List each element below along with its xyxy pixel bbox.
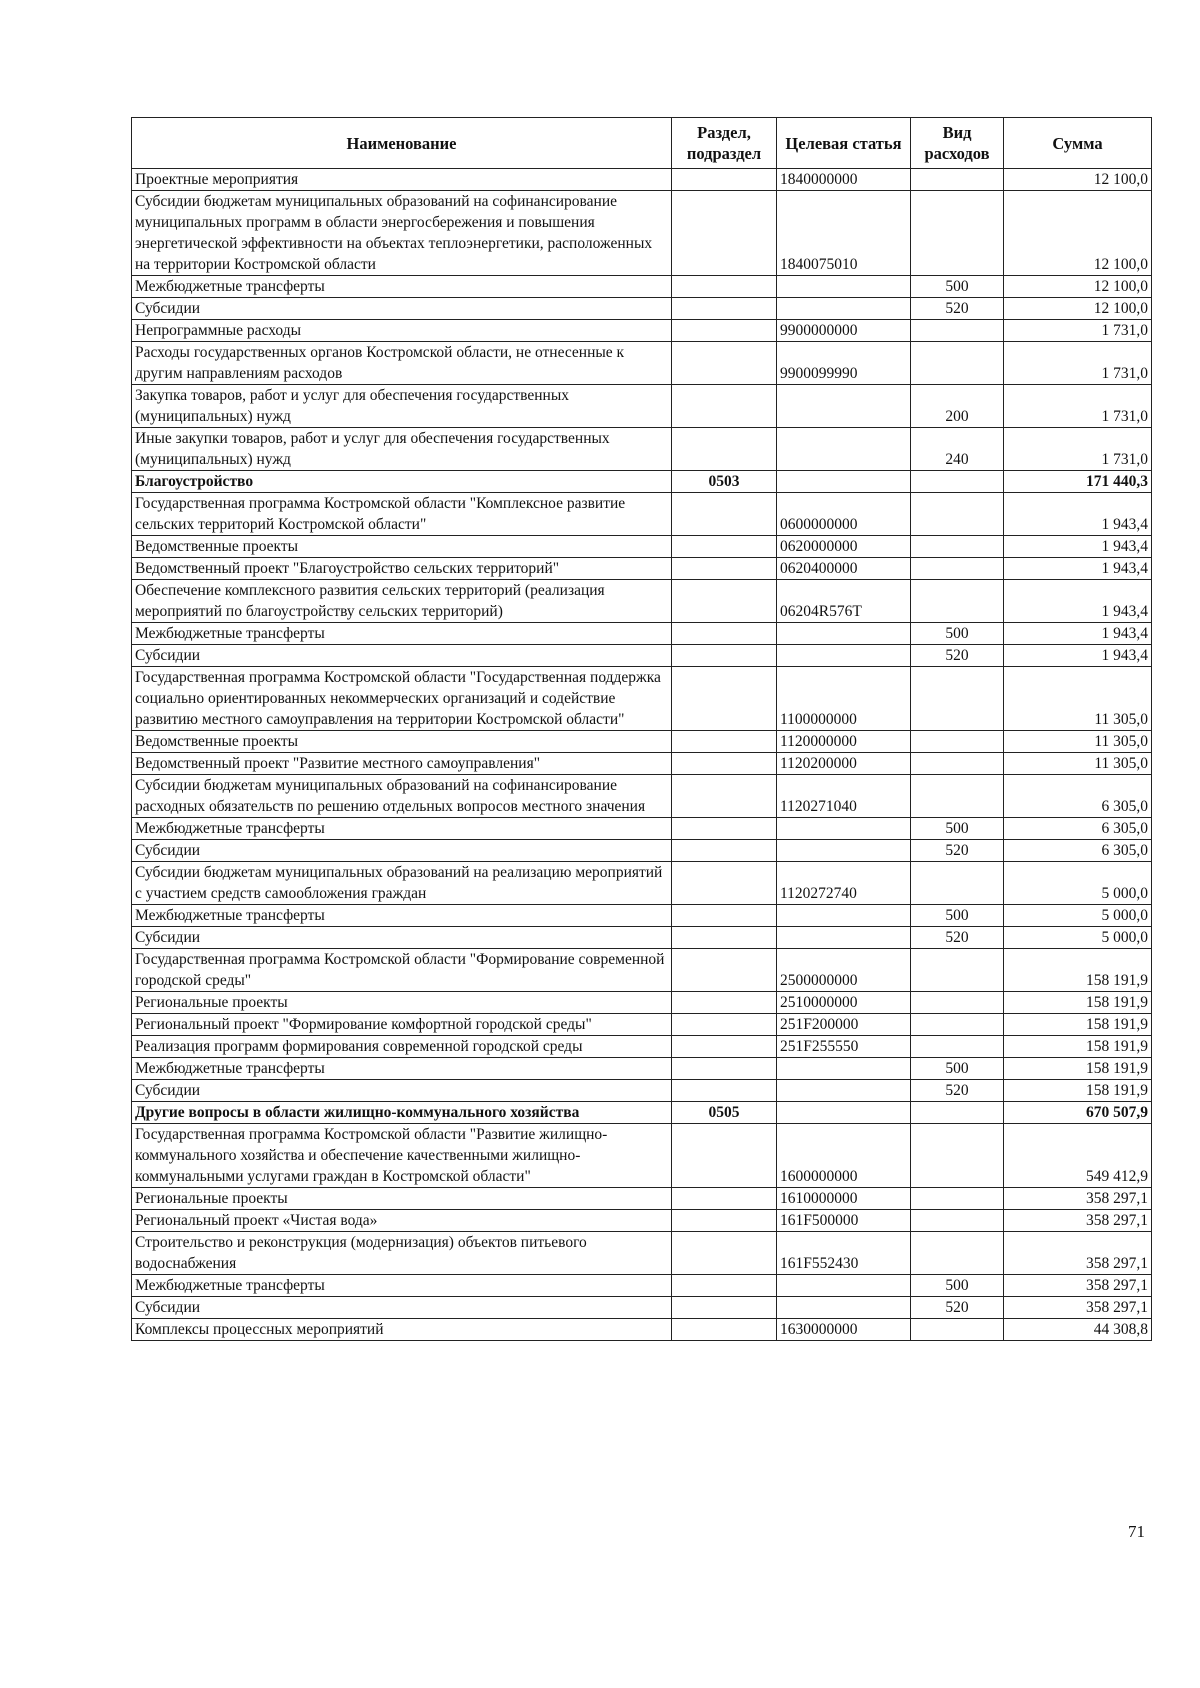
row-name: Субсидии бюджетам муниципальных образований на софинансирование расходных обязательств по решению отдельных вопросов местного значения: [132, 775, 672, 818]
row-sum: 1 943,4: [1004, 558, 1152, 580]
row-name: Межбюджетные трансферты: [132, 276, 672, 298]
row-target-code: [777, 298, 911, 320]
row-target-code: 0620400000: [777, 558, 911, 580]
row-section: [672, 645, 777, 667]
row-section: [672, 623, 777, 645]
row-expense-kind: [911, 320, 1004, 342]
row-expense-kind: 520: [911, 1080, 1004, 1102]
row-sum: 549 412,9: [1004, 1124, 1152, 1188]
row-sum: 1 731,0: [1004, 428, 1152, 471]
row-target-code: [777, 428, 911, 471]
row-expense-kind: 520: [911, 927, 1004, 949]
row-sum: 5 000,0: [1004, 905, 1152, 927]
row-name: Региональные проекты: [132, 992, 672, 1014]
row-expense-kind: [911, 667, 1004, 731]
row-target-code: 1120271040: [777, 775, 911, 818]
row-sum: 158 191,9: [1004, 1058, 1152, 1080]
row-sum: 158 191,9: [1004, 949, 1152, 992]
row-expense-kind: 500: [911, 1058, 1004, 1080]
row-target-code: 161F552430: [777, 1232, 911, 1275]
row-name: Субсидии бюджетам муниципальных образований на софинансирование муниципальных программ в области энергосбережения и повышения энергетической эффективности на объектах теплоэнергетики, расположенных на территории Костромской области: [132, 191, 672, 276]
table-row: [132, 1297, 1152, 1319]
row-sum: 11 305,0: [1004, 753, 1152, 775]
row-target-code: [777, 1297, 911, 1319]
row-section: [672, 298, 777, 320]
table-row: [132, 818, 1152, 840]
row-sum: 158 191,9: [1004, 1036, 1152, 1058]
table-row: [132, 191, 1152, 276]
row-target-code: 2500000000: [777, 949, 911, 992]
table-row: [132, 1058, 1152, 1080]
row-sum: 12 100,0: [1004, 169, 1152, 191]
row-section: [672, 818, 777, 840]
table-row: [132, 1232, 1152, 1275]
row-section: [672, 558, 777, 580]
row-target-code: 161F500000: [777, 1210, 911, 1232]
row-section: [672, 320, 777, 342]
row-section: [672, 191, 777, 276]
row-section: [672, 1124, 777, 1188]
row-section: [672, 840, 777, 862]
table-row: [132, 276, 1152, 298]
row-name: Благоустройство: [132, 471, 672, 493]
header-target: Целевая статья: [777, 118, 911, 169]
row-sum: 158 191,9: [1004, 1014, 1152, 1036]
row-target-code: [777, 927, 911, 949]
row-target-code: [777, 840, 911, 862]
header-section: Раздел, подраздел: [672, 118, 777, 169]
row-name: Другие вопросы в области жилищно-коммунального хозяйства: [132, 1102, 672, 1124]
row-target-code: 9900000000: [777, 320, 911, 342]
row-name: Государственная программа Костромской области "Развитие жилищно-коммунального хозяйства и обеспечение качественными жилищно-коммунальными услугами граждан в Костромской области": [132, 1124, 672, 1188]
row-target-code: 1120200000: [777, 753, 911, 775]
row-section: [672, 1210, 777, 1232]
row-section: [672, 1014, 777, 1036]
row-expense-kind: 200: [911, 385, 1004, 428]
row-expense-kind: [911, 558, 1004, 580]
row-sum: 6 305,0: [1004, 775, 1152, 818]
row-target-code: 1630000000: [777, 1319, 911, 1341]
row-sum: 1 731,0: [1004, 385, 1152, 428]
row-expense-kind: [911, 731, 1004, 753]
row-section: [672, 1058, 777, 1080]
row-target-code: 251F255550: [777, 1036, 911, 1058]
row-target-code: 1840000000: [777, 169, 911, 191]
row-target-code: 0620000000: [777, 536, 911, 558]
row-sum: 358 297,1: [1004, 1232, 1152, 1275]
row-section: [672, 1232, 777, 1275]
row-expense-kind: [911, 169, 1004, 191]
row-section: [672, 385, 777, 428]
row-sum: 358 297,1: [1004, 1275, 1152, 1297]
table-row: [132, 862, 1152, 905]
table-row: [132, 1014, 1152, 1036]
row-target-code: 1120272740: [777, 862, 911, 905]
table-row: [132, 623, 1152, 645]
row-expense-kind: [911, 775, 1004, 818]
row-section: [672, 949, 777, 992]
row-expense-kind: 500: [911, 276, 1004, 298]
row-sum: 358 297,1: [1004, 1188, 1152, 1210]
table-row: [132, 580, 1152, 623]
row-target-code: 1610000000: [777, 1188, 911, 1210]
row-name: Ведомственные проекты: [132, 536, 672, 558]
row-expense-kind: 500: [911, 905, 1004, 927]
row-target-code: [777, 645, 911, 667]
row-section: [672, 428, 777, 471]
row-name: Непрограммные расходы: [132, 320, 672, 342]
row-expense-kind: [911, 1124, 1004, 1188]
row-expense-kind: 240: [911, 428, 1004, 471]
row-sum: 1 731,0: [1004, 342, 1152, 385]
row-sum: 5 000,0: [1004, 862, 1152, 905]
row-target-code: 1600000000: [777, 1124, 911, 1188]
row-sum: 5 000,0: [1004, 927, 1152, 949]
table-row: [132, 558, 1152, 580]
row-target-code: [777, 1080, 911, 1102]
row-name: Государственная программа Костромской области "Государственная поддержка социально ориентированных некоммерческих организаций и содействие развитию местного самоуправления на территории Костромской области": [132, 667, 672, 731]
row-expense-kind: [911, 1036, 1004, 1058]
row-expense-kind: [911, 580, 1004, 623]
table-row: [132, 385, 1152, 428]
row-expense-kind: 500: [911, 1275, 1004, 1297]
row-expense-kind: 520: [911, 645, 1004, 667]
row-sum: 1 731,0: [1004, 320, 1152, 342]
row-section: [672, 1319, 777, 1341]
row-expense-kind: 500: [911, 623, 1004, 645]
row-name: Обеспечение комплексного развития сельских территорий (реализация мероприятий по благоустройству сельских территорий): [132, 580, 672, 623]
row-sum: 1 943,4: [1004, 645, 1152, 667]
row-sum: 670 507,9: [1004, 1102, 1152, 1124]
table-row: [132, 775, 1152, 818]
row-expense-kind: [911, 992, 1004, 1014]
row-section: 0503: [672, 471, 777, 493]
row-expense-kind: [911, 1232, 1004, 1275]
row-target-code: [777, 1058, 911, 1080]
row-section: [672, 862, 777, 905]
row-name: Субсидии бюджетам муниципальных образований на реализацию мероприятий с участием средств самообложения граждан: [132, 862, 672, 905]
row-target-code: [777, 471, 911, 493]
row-expense-kind: [911, 1210, 1004, 1232]
row-section: [672, 667, 777, 731]
row-name: Комплексы процессных мероприятий: [132, 1319, 672, 1341]
table-row: [132, 342, 1152, 385]
row-section: [672, 342, 777, 385]
row-target-code: [777, 623, 911, 645]
row-expense-kind: [911, 1188, 1004, 1210]
row-section: [672, 1297, 777, 1319]
budget-table: [131, 117, 1152, 1341]
row-sum: 44 308,8: [1004, 1319, 1152, 1341]
table-row: [132, 840, 1152, 862]
row-expense-kind: [911, 342, 1004, 385]
row-name: Ведомственные проекты: [132, 731, 672, 753]
row-section: [672, 276, 777, 298]
table-row: [132, 1036, 1152, 1058]
table-row: [132, 320, 1152, 342]
row-target-code: 1120000000: [777, 731, 911, 753]
table-row: [132, 1188, 1152, 1210]
row-expense-kind: [911, 949, 1004, 992]
table-row: [132, 1319, 1152, 1341]
row-expense-kind: [911, 1102, 1004, 1124]
table-row: [132, 905, 1152, 927]
row-section: [672, 927, 777, 949]
row-expense-kind: [911, 493, 1004, 536]
table-row: [132, 493, 1152, 536]
table-row: [132, 645, 1152, 667]
row-target-code: 2510000000: [777, 992, 911, 1014]
row-section: [672, 1188, 777, 1210]
row-sum: 358 297,1: [1004, 1210, 1152, 1232]
row-name: Межбюджетные трансферты: [132, 1058, 672, 1080]
row-expense-kind: [911, 536, 1004, 558]
row-name: Строительство и реконструкция (модернизация) объектов питьевого водоснабжения: [132, 1232, 672, 1275]
row-section: [672, 1275, 777, 1297]
row-expense-kind: [911, 753, 1004, 775]
row-sum: 1 943,4: [1004, 493, 1152, 536]
table-body: [132, 169, 1152, 1341]
header-sum: Сумма: [1004, 118, 1152, 169]
row-expense-kind: [911, 1014, 1004, 1036]
row-sum: 1 943,4: [1004, 580, 1152, 623]
table-row: [132, 1275, 1152, 1297]
row-target-code: 06204R576T: [777, 580, 911, 623]
row-sum: 12 100,0: [1004, 298, 1152, 320]
row-target-code: 1100000000: [777, 667, 911, 731]
row-sum: 158 191,9: [1004, 992, 1152, 1014]
row-section: [672, 169, 777, 191]
table-row: [132, 471, 1152, 493]
row-expense-kind: [911, 862, 1004, 905]
row-target-code: [777, 1275, 911, 1297]
page-number: 71: [1128, 1522, 1145, 1541]
row-name: Иные закупки товаров, работ и услуг для обеспечения государственных (муниципальных) нужд: [132, 428, 672, 471]
row-target-code: 1840075010: [777, 191, 911, 276]
table-row: [132, 169, 1152, 191]
table-row: [132, 536, 1152, 558]
row-name: Расходы государственных органов Костромской области, не отнесенные к другим направлениям расходов: [132, 342, 672, 385]
table-row: [132, 1102, 1152, 1124]
row-name: Проектные мероприятия: [132, 169, 672, 191]
row-name: Субсидии: [132, 1080, 672, 1102]
row-target-code: 251F200000: [777, 1014, 911, 1036]
row-expense-kind: 520: [911, 840, 1004, 862]
row-section: [672, 992, 777, 1014]
row-name: Региональный проект "Формирование комфортной городской среды": [132, 1014, 672, 1036]
row-section: [672, 905, 777, 927]
row-section: [672, 580, 777, 623]
row-name: Субсидии: [132, 927, 672, 949]
row-name: Закупка товаров, работ и услуг для обеспечения государственных (муниципальных) нужд: [132, 385, 672, 428]
table-row: [132, 428, 1152, 471]
row-name: Межбюджетные трансферты: [132, 905, 672, 927]
header-name: Наименование: [132, 118, 672, 169]
row-name: Субсидии: [132, 840, 672, 862]
row-section: [672, 536, 777, 558]
table-row: [132, 927, 1152, 949]
row-sum: 11 305,0: [1004, 667, 1152, 731]
row-sum: 12 100,0: [1004, 191, 1152, 276]
row-target-code: [777, 1102, 911, 1124]
row-sum: 1 943,4: [1004, 623, 1152, 645]
row-name: Субсидии: [132, 645, 672, 667]
row-section: [672, 493, 777, 536]
table-row: [132, 753, 1152, 775]
row-sum: 12 100,0: [1004, 276, 1152, 298]
row-name: Субсидии: [132, 298, 672, 320]
row-name: Ведомственный проект "Развитие местного самоуправления": [132, 753, 672, 775]
row-expense-kind: [911, 1319, 1004, 1341]
row-name: Ведомственный проект "Благоустройство сельских территорий": [132, 558, 672, 580]
row-name: Государственная программа Костромской области "Комплексное развитие сельских территорий Костромской области": [132, 493, 672, 536]
table-row: [132, 731, 1152, 753]
row-section: [672, 753, 777, 775]
table-row: [132, 1210, 1152, 1232]
row-name: Межбюджетные трансферты: [132, 1275, 672, 1297]
row-expense-kind: 520: [911, 1297, 1004, 1319]
row-expense-kind: 520: [911, 298, 1004, 320]
row-name: Субсидии: [132, 1297, 672, 1319]
row-target-code: 0600000000: [777, 493, 911, 536]
row-sum: 171 440,3: [1004, 471, 1152, 493]
row-target-code: [777, 905, 911, 927]
row-section: 0505: [672, 1102, 777, 1124]
row-expense-kind: 500: [911, 818, 1004, 840]
table-row: [132, 1124, 1152, 1188]
row-sum: 358 297,1: [1004, 1297, 1152, 1319]
row-name: Региональные проекты: [132, 1188, 672, 1210]
row-target-code: [777, 818, 911, 840]
table-row: [132, 1080, 1152, 1102]
row-name: Государственная программа Костромской области "Формирование современной городской среды": [132, 949, 672, 992]
row-section: [672, 1080, 777, 1102]
row-target-code: 9900099990: [777, 342, 911, 385]
row-name: Межбюджетные трансферты: [132, 623, 672, 645]
row-name: Межбюджетные трансферты: [132, 818, 672, 840]
row-section: [672, 1036, 777, 1058]
table-header: [132, 118, 1152, 169]
row-section: [672, 731, 777, 753]
row-name: Региональный проект «Чистая вода»: [132, 1210, 672, 1232]
table-row: [132, 667, 1152, 731]
row-expense-kind: [911, 191, 1004, 276]
row-sum: 11 305,0: [1004, 731, 1152, 753]
table-row: [132, 298, 1152, 320]
table-row: [132, 992, 1152, 1014]
row-expense-kind: [911, 471, 1004, 493]
row-sum: 158 191,9: [1004, 1080, 1152, 1102]
table-row: [132, 949, 1152, 992]
row-name: Реализация программ формирования современной городской среды: [132, 1036, 672, 1058]
row-sum: 6 305,0: [1004, 840, 1152, 862]
row-section: [672, 775, 777, 818]
row-sum: 6 305,0: [1004, 818, 1152, 840]
row-target-code: [777, 276, 911, 298]
header-kind: Вид расходов: [911, 118, 1004, 169]
row-target-code: [777, 385, 911, 428]
row-sum: 1 943,4: [1004, 536, 1152, 558]
